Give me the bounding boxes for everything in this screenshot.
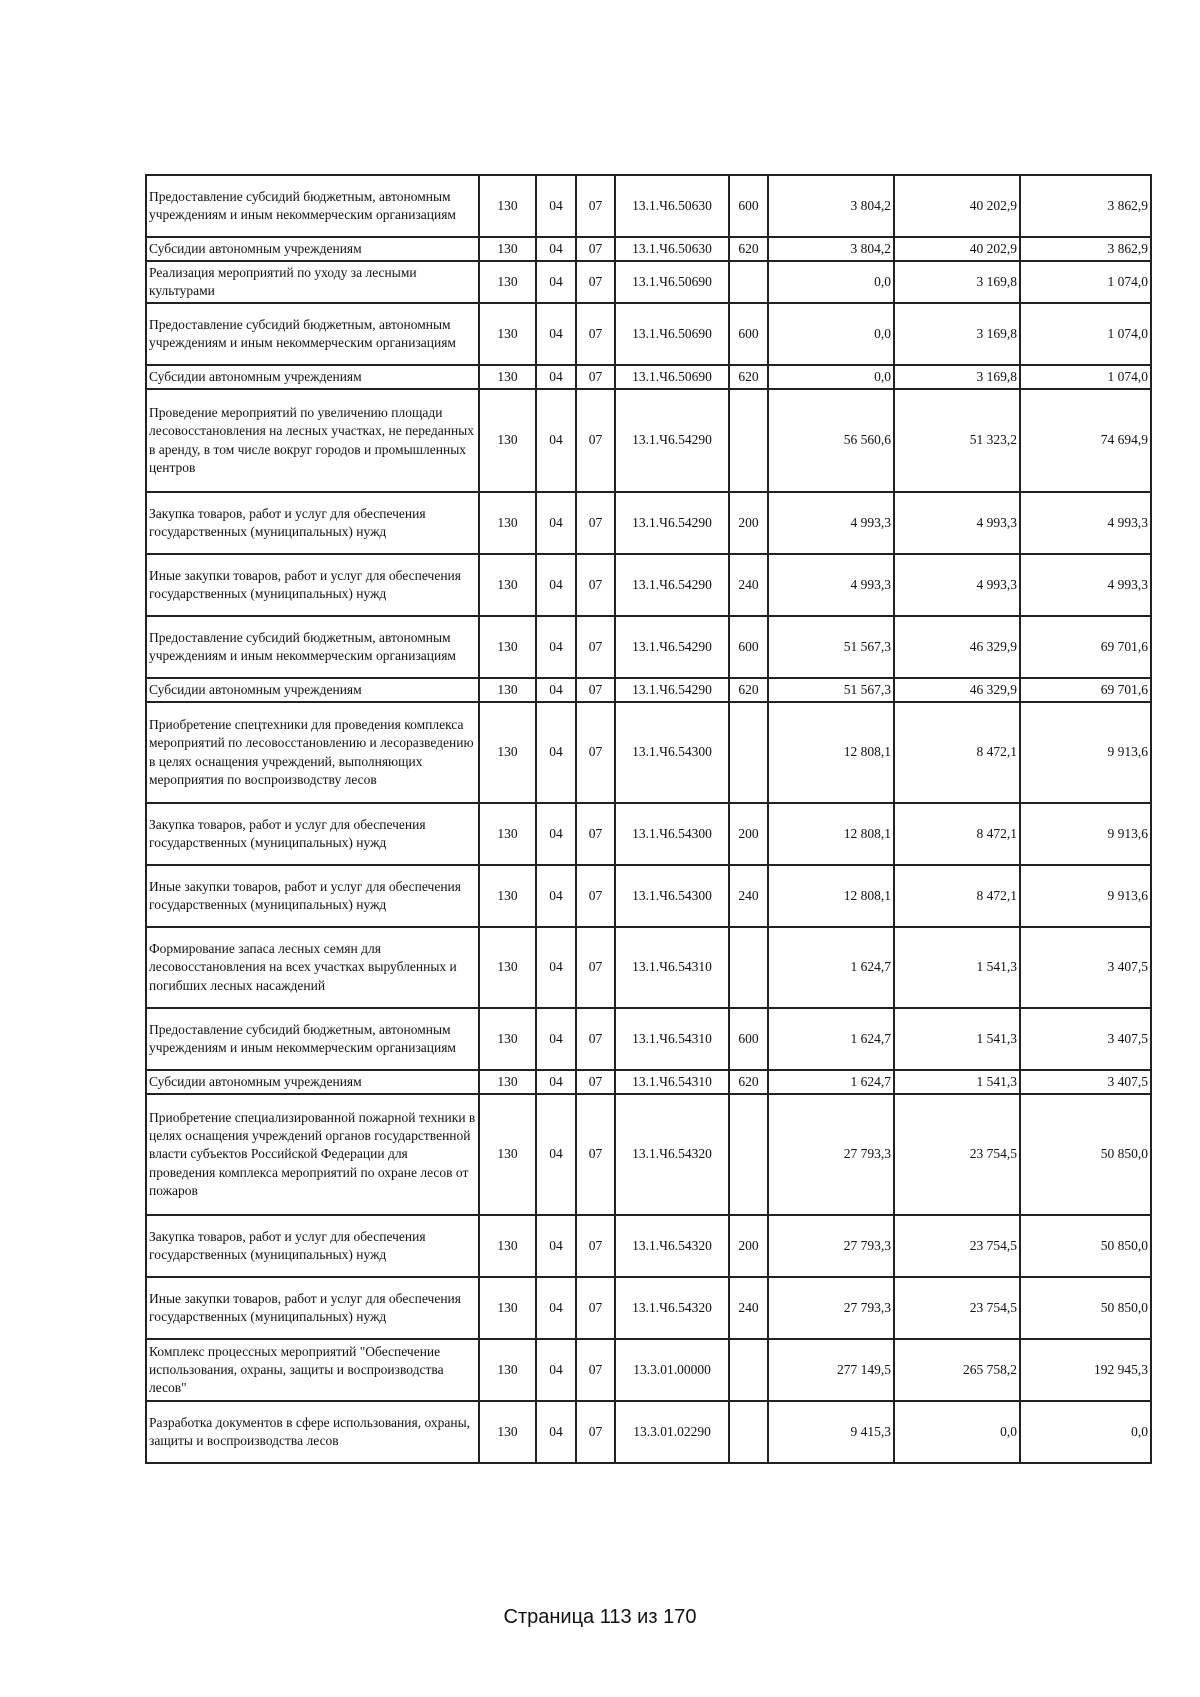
table-body	[146, 175, 1151, 1463]
table-row	[146, 237, 1151, 261]
cell-ved: 130	[479, 927, 536, 1008]
cell-year3: 4 993,3	[1020, 554, 1151, 616]
table-row	[146, 678, 1151, 702]
cell-ved: 130	[479, 803, 536, 865]
cell-year2: 40 202,9	[894, 237, 1020, 261]
table-row	[146, 492, 1151, 554]
cell-year3: 4 993,3	[1020, 492, 1151, 554]
cell-name: Приобретение спецтехники для проведения комплекса мероприятий по лесовосстановлению и лесоразведению в целях оснащения учреждений, выполняющих мероприятия по воспроизводству лесов	[146, 702, 479, 803]
cell-rz: 04	[536, 1215, 576, 1277]
cell-vr	[729, 1339, 768, 1401]
cell-vr: 600	[729, 1008, 768, 1070]
cell-rz: 04	[536, 803, 576, 865]
cell-csr: 13.1.Ч6.54300	[615, 803, 729, 865]
cell-year3: 1 074,0	[1020, 365, 1151, 389]
cell-rz: 04	[536, 1070, 576, 1094]
cell-ved: 130	[479, 389, 536, 492]
cell-year3: 50 850,0	[1020, 1094, 1151, 1215]
cell-year1: 4 993,3	[768, 554, 894, 616]
cell-rz: 04	[536, 237, 576, 261]
cell-vr: 600	[729, 616, 768, 678]
cell-csr: 13.1.Ч6.54310	[615, 1008, 729, 1070]
cell-year2: 23 754,5	[894, 1094, 1020, 1215]
table-row	[146, 1277, 1151, 1339]
cell-vr: 200	[729, 492, 768, 554]
table-row	[146, 803, 1151, 865]
cell-rz: 04	[536, 303, 576, 365]
cell-csr: 13.1.Ч6.54290	[615, 554, 729, 616]
cell-rz: 04	[536, 1277, 576, 1339]
cell-pr: 07	[576, 1277, 615, 1339]
cell-year3: 3 862,9	[1020, 175, 1151, 237]
cell-vr: 600	[729, 303, 768, 365]
cell-year1: 3 804,2	[768, 175, 894, 237]
cell-year2: 4 993,3	[894, 492, 1020, 554]
cell-ved: 130	[479, 1401, 536, 1463]
cell-pr: 07	[576, 492, 615, 554]
table-row	[146, 1339, 1151, 1401]
cell-ved: 130	[479, 1070, 536, 1094]
cell-year1: 27 793,3	[768, 1094, 894, 1215]
cell-name: Предоставление субсидий бюджетным, автономным учреждениям и иным некоммерческим организациям	[146, 303, 479, 365]
cell-pr: 07	[576, 678, 615, 702]
cell-vr	[729, 927, 768, 1008]
cell-csr: 13.1.Ч6.54320	[615, 1215, 729, 1277]
cell-year2: 4 993,3	[894, 554, 1020, 616]
cell-year1: 56 560,6	[768, 389, 894, 492]
table-row	[146, 175, 1151, 237]
cell-vr: 200	[729, 803, 768, 865]
cell-name: Субсидии автономным учреждениям	[146, 365, 479, 389]
cell-year3: 0,0	[1020, 1401, 1151, 1463]
cell-year2: 46 329,9	[894, 616, 1020, 678]
cell-year1: 12 808,1	[768, 865, 894, 927]
cell-pr: 07	[576, 303, 615, 365]
cell-pr: 07	[576, 1401, 615, 1463]
cell-vr: 240	[729, 554, 768, 616]
cell-name: Иные закупки товаров, работ и услуг для обеспечения государственных (муниципальных) нужд	[146, 865, 479, 927]
page-number: Страница 113 из 170	[503, 1606, 697, 1628]
cell-rz: 04	[536, 261, 576, 303]
cell-rz: 04	[536, 865, 576, 927]
cell-name: Предоставление субсидий бюджетным, автономным учреждениям и иным некоммерческим организациям	[146, 1008, 479, 1070]
cell-year1: 51 567,3	[768, 678, 894, 702]
cell-vr: 240	[729, 865, 768, 927]
cell-vr: 240	[729, 1277, 768, 1339]
cell-year2: 0,0	[894, 1401, 1020, 1463]
cell-vr: 200	[729, 1215, 768, 1277]
cell-pr: 07	[576, 702, 615, 803]
cell-name: Разработка документов в сфере использования, охраны, защиты и воспроизводства лесов	[146, 1401, 479, 1463]
cell-pr: 07	[576, 865, 615, 927]
cell-rz: 04	[536, 702, 576, 803]
cell-vr: 620	[729, 237, 768, 261]
cell-year1: 12 808,1	[768, 702, 894, 803]
cell-year2: 8 472,1	[894, 702, 1020, 803]
cell-name: Предоставление субсидий бюджетным, автономным учреждениям и иным некоммерческим организациям	[146, 175, 479, 237]
table-row	[146, 1401, 1151, 1463]
cell-vr	[729, 1094, 768, 1215]
cell-vr: 620	[729, 365, 768, 389]
cell-rz: 04	[536, 1401, 576, 1463]
cell-ved: 130	[479, 492, 536, 554]
cell-year3: 3 407,5	[1020, 1008, 1151, 1070]
cell-csr: 13.1.Ч6.54320	[615, 1277, 729, 1339]
cell-year1: 277 149,5	[768, 1339, 894, 1401]
cell-csr: 13.1.Ч6.54320	[615, 1094, 729, 1215]
cell-rz: 04	[536, 175, 576, 237]
cell-rz: 04	[536, 554, 576, 616]
cell-csr: 13.1.Ч6.54310	[615, 1070, 729, 1094]
cell-csr: 13.1.Ч6.50690	[615, 261, 729, 303]
cell-rz: 04	[536, 1339, 576, 1401]
cell-pr: 07	[576, 616, 615, 678]
cell-year3: 9 913,6	[1020, 702, 1151, 803]
cell-csr: 13.1.Ч6.54290	[615, 616, 729, 678]
cell-vr	[729, 702, 768, 803]
cell-vr	[729, 261, 768, 303]
cell-csr: 13.1.Ч6.54300	[615, 865, 729, 927]
cell-pr: 07	[576, 1215, 615, 1277]
cell-name: Субсидии автономным учреждениям	[146, 237, 479, 261]
cell-csr: 13.1.Ч6.50690	[615, 303, 729, 365]
cell-year2: 8 472,1	[894, 803, 1020, 865]
cell-pr: 07	[576, 1070, 615, 1094]
table-row	[146, 554, 1151, 616]
table-row	[146, 927, 1151, 1008]
cell-year3: 9 913,6	[1020, 865, 1151, 927]
cell-ved: 130	[479, 1008, 536, 1070]
table-row	[146, 1215, 1151, 1277]
cell-pr: 07	[576, 175, 615, 237]
cell-year1: 0,0	[768, 365, 894, 389]
cell-year2: 51 323,2	[894, 389, 1020, 492]
cell-year1: 9 415,3	[768, 1401, 894, 1463]
cell-name: Комплекс процессных мероприятий "Обеспечение использования, охраны, защиты и воспроизводства лесов"	[146, 1339, 479, 1401]
cell-year3: 74 694,9	[1020, 389, 1151, 492]
cell-name: Закупка товаров, работ и услуг для обеспечения государственных (муниципальных) нужд	[146, 803, 479, 865]
cell-year1: 3 804,2	[768, 237, 894, 261]
cell-year2: 3 169,8	[894, 261, 1020, 303]
cell-vr	[729, 389, 768, 492]
cell-csr: 13.1.Ч6.54300	[615, 702, 729, 803]
cell-year1: 4 993,3	[768, 492, 894, 554]
cell-year2: 23 754,5	[894, 1277, 1020, 1339]
cell-ved: 130	[479, 175, 536, 237]
cell-year3: 3 407,5	[1020, 927, 1151, 1008]
cell-year3: 1 074,0	[1020, 303, 1151, 365]
cell-csr: 13.1.Ч6.54290	[615, 492, 729, 554]
cell-vr: 620	[729, 1070, 768, 1094]
cell-year2: 46 329,9	[894, 678, 1020, 702]
cell-ved: 130	[479, 702, 536, 803]
cell-ved: 130	[479, 865, 536, 927]
cell-vr	[729, 1401, 768, 1463]
cell-csr: 13.3.01.00000	[615, 1339, 729, 1401]
cell-year1: 27 793,3	[768, 1277, 894, 1339]
table-row	[146, 261, 1151, 303]
table-row	[146, 1094, 1151, 1215]
cell-ved: 130	[479, 261, 536, 303]
cell-name: Закупка товаров, работ и услуг для обеспечения государственных (муниципальных) нужд	[146, 492, 479, 554]
cell-year1: 0,0	[768, 303, 894, 365]
cell-pr: 07	[576, 365, 615, 389]
cell-csr: 13.1.Ч6.54290	[615, 389, 729, 492]
cell-rz: 04	[536, 1094, 576, 1215]
cell-year2: 8 472,1	[894, 865, 1020, 927]
cell-rz: 04	[536, 1008, 576, 1070]
cell-ved: 130	[479, 1277, 536, 1339]
cell-year1: 0,0	[768, 261, 894, 303]
cell-ved: 130	[479, 1215, 536, 1277]
cell-pr: 07	[576, 1008, 615, 1070]
cell-rz: 04	[536, 616, 576, 678]
cell-year1: 1 624,7	[768, 1070, 894, 1094]
cell-ved: 130	[479, 1094, 536, 1215]
table-row	[146, 365, 1151, 389]
cell-name: Предоставление субсидий бюджетным, автономным учреждениям и иным некоммерческим организациям	[146, 616, 479, 678]
cell-pr: 07	[576, 803, 615, 865]
cell-csr: 13.1.Ч6.50630	[615, 175, 729, 237]
cell-year3: 192 945,3	[1020, 1339, 1151, 1401]
cell-pr: 07	[576, 389, 615, 492]
cell-csr: 13.1.Ч6.50630	[615, 237, 729, 261]
cell-name: Проведение мероприятий по увеличению площади лесовосстановления на лесных участках, не переданных в аренду, в том числе вокруг городов и промышленных центров	[146, 389, 479, 492]
table-row	[146, 865, 1151, 927]
cell-rz: 04	[536, 678, 576, 702]
cell-ved: 130	[479, 678, 536, 702]
cell-rz: 04	[536, 365, 576, 389]
cell-year3: 69 701,6	[1020, 678, 1151, 702]
cell-ved: 130	[479, 365, 536, 389]
cell-vr: 620	[729, 678, 768, 702]
cell-pr: 07	[576, 237, 615, 261]
cell-year3: 50 850,0	[1020, 1277, 1151, 1339]
table-row	[146, 389, 1151, 492]
cell-name: Субсидии автономным учреждениям	[146, 678, 479, 702]
cell-rz: 04	[536, 389, 576, 492]
cell-name: Субсидии автономным учреждениям	[146, 1070, 479, 1094]
cell-name: Формирование запаса лесных семян для лесовосстановления на всех участках вырубленных и погибших лесных насаждений	[146, 927, 479, 1008]
table-row	[146, 1008, 1151, 1070]
cell-name: Реализация мероприятий по уходу за лесными культурами	[146, 261, 479, 303]
cell-ved: 130	[479, 1339, 536, 1401]
cell-year2: 23 754,5	[894, 1215, 1020, 1277]
cell-year1: 51 567,3	[768, 616, 894, 678]
table-row	[146, 616, 1151, 678]
cell-ved: 130	[479, 303, 536, 365]
cell-year2: 265 758,2	[894, 1339, 1020, 1401]
cell-year2: 1 541,3	[894, 927, 1020, 1008]
cell-year3: 3 407,5	[1020, 1070, 1151, 1094]
cell-ved: 130	[479, 554, 536, 616]
cell-year1: 1 624,7	[768, 927, 894, 1008]
cell-name: Иные закупки товаров, работ и услуг для обеспечения государственных (муниципальных) нужд	[146, 554, 479, 616]
cell-pr: 07	[576, 261, 615, 303]
cell-name: Приобретение специализированной пожарной техники в целях оснащения учреждений органов государственной власти субъектов Российской Федерации для проведения комплекса мероприятий по охране лесов от пожаров	[146, 1094, 479, 1215]
cell-csr: 13.1.Ч6.54310	[615, 927, 729, 1008]
cell-year3: 9 913,6	[1020, 803, 1151, 865]
cell-name: Закупка товаров, работ и услуг для обеспечения государственных (муниципальных) нужд	[146, 1215, 479, 1277]
cell-pr: 07	[576, 1339, 615, 1401]
cell-ved: 130	[479, 616, 536, 678]
cell-pr: 07	[576, 554, 615, 616]
cell-rz: 04	[536, 927, 576, 1008]
cell-year3: 1 074,0	[1020, 261, 1151, 303]
cell-rz: 04	[536, 492, 576, 554]
cell-name: Иные закупки товаров, работ и услуг для обеспечения государственных (муниципальных) нужд	[146, 1277, 479, 1339]
cell-year3: 3 862,9	[1020, 237, 1151, 261]
cell-year2: 1 541,3	[894, 1070, 1020, 1094]
cell-year3: 50 850,0	[1020, 1215, 1151, 1277]
cell-year2: 40 202,9	[894, 175, 1020, 237]
table-row	[146, 702, 1151, 803]
cell-year1: 27 793,3	[768, 1215, 894, 1277]
cell-vr: 600	[729, 175, 768, 237]
cell-csr: 13.3.01.02290	[615, 1401, 729, 1463]
cell-pr: 07	[576, 927, 615, 1008]
cell-year3: 69 701,6	[1020, 616, 1151, 678]
cell-csr: 13.1.Ч6.50690	[615, 365, 729, 389]
budget-table	[145, 174, 1152, 1464]
cell-pr: 07	[576, 1094, 615, 1215]
cell-ved: 130	[479, 237, 536, 261]
cell-year1: 12 808,1	[768, 803, 894, 865]
cell-csr: 13.1.Ч6.54290	[615, 678, 729, 702]
cell-year1: 1 624,7	[768, 1008, 894, 1070]
table-row	[146, 303, 1151, 365]
cell-year2: 3 169,8	[894, 303, 1020, 365]
table-row	[146, 1070, 1151, 1094]
cell-year2: 3 169,8	[894, 365, 1020, 389]
cell-year2: 1 541,3	[894, 1008, 1020, 1070]
